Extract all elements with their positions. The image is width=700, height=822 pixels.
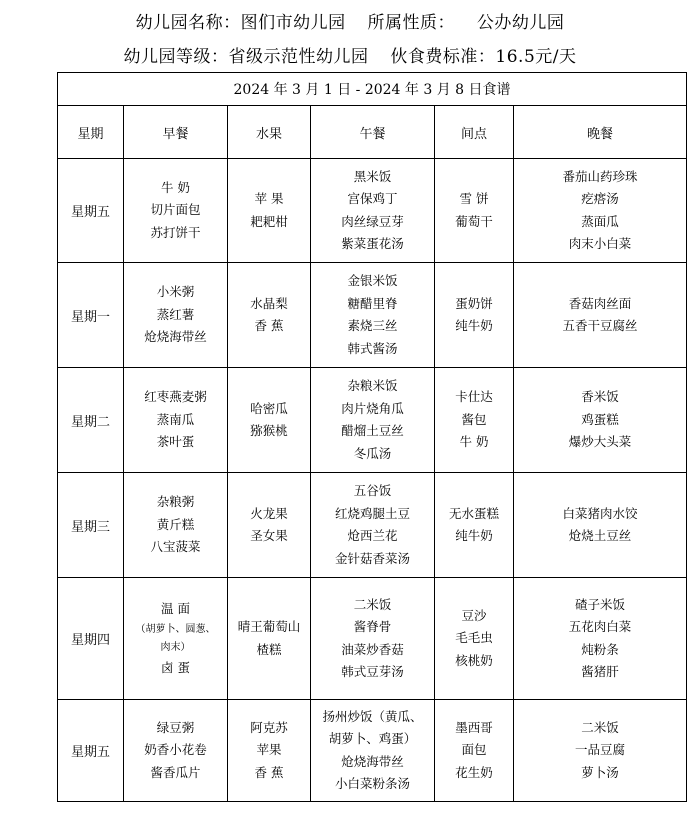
fruit-cell — [228, 263, 311, 368]
dinner-item: 香米饭 — [581, 389, 619, 405]
snack-cell — [435, 700, 514, 802]
breakfast-item: （胡萝卜、圆葱、 — [135, 623, 216, 635]
lunch-cell — [311, 263, 435, 368]
menu-table — [57, 72, 687, 802]
breakfast-cell — [124, 473, 228, 578]
dinner-cell — [514, 473, 687, 578]
menu-row — [58, 578, 687, 700]
lunch-item: 炝西兰花 — [347, 528, 398, 543]
breakfast-item: 八宝菠菜 — [150, 539, 201, 555]
snack-item: 豆沙 — [461, 607, 487, 623]
breakfast-item: 温 面 — [161, 601, 190, 616]
dinner-item: 一品豆腐 — [575, 742, 626, 758]
lunch-item: 杂粮米饭 — [347, 378, 398, 393]
lunch-item: 黑米饭 — [353, 168, 392, 184]
snack-item: 酱包 — [461, 411, 487, 427]
lunch-item: 扬州炒饭（黄瓜、 — [322, 708, 423, 724]
snack-item: 墨西哥 — [455, 719, 493, 735]
snack-cell — [435, 263, 514, 368]
column-header-day: 星期 — [58, 106, 124, 159]
fruit-cell — [228, 578, 311, 700]
nature-label: 所属性质： — [367, 13, 455, 33]
breakfast-item: 茶叶蛋 — [156, 434, 195, 450]
lunch-item: 二米饭 — [353, 596, 392, 612]
dinner-item: 肉末小白菜 — [568, 236, 632, 251]
lunch-item: 冬瓜汤 — [353, 445, 392, 461]
day-cell: 星期三 — [58, 473, 124, 578]
lunch-item: 金银米饭 — [347, 273, 398, 288]
lunch-item: 宫保鸡丁 — [347, 191, 398, 206]
lunch-item: 胡萝卜、鸡蛋） — [328, 731, 417, 746]
dinner-item: 酱猪肝 — [581, 664, 619, 679]
snack-item: 牛 奶 — [459, 434, 489, 450]
lunch-item: 紫菜蛋花汤 — [341, 236, 404, 251]
kindergarten-name: 幼儿园名称：图们市幼儿园 — [135, 13, 346, 33]
dinner-item: 爆炒大头菜 — [568, 434, 632, 450]
breakfast-item: 牛 奶 — [161, 179, 190, 195]
dinner-item: 疙瘩汤 — [581, 191, 619, 206]
fruit-item: 楂糕 — [256, 641, 282, 657]
dinner-item: 五香干豆腐丝 — [562, 318, 638, 333]
dinner-item: 五花肉白菜 — [568, 619, 632, 634]
dinner-item: 二米饭 — [581, 719, 619, 735]
snack-item: 卡仕达 — [455, 389, 493, 405]
lunch-cell — [311, 368, 435, 473]
dinner-item: 蒸面瓜 — [581, 213, 619, 229]
breakfast-cell — [124, 578, 228, 700]
fruit-cell — [228, 473, 311, 578]
breakfast-item: 奶香小花卷 — [144, 742, 207, 758]
menu-row — [58, 263, 687, 368]
fruit-item: 香 蕉 — [254, 318, 284, 333]
breakfast-item: 卤 蛋 — [161, 659, 190, 675]
dinner-cell — [514, 263, 687, 368]
dinner-item: 番茄山药珍珠 — [562, 168, 638, 184]
snack-item: 雪 饼 — [459, 191, 489, 206]
day-cell: 星期四 — [58, 578, 124, 700]
dinner-item: 碴子米饭 — [575, 596, 626, 612]
breakfast-item: 小米粥 — [156, 284, 195, 300]
dinner-cell — [514, 578, 687, 700]
lunch-cell — [311, 159, 435, 263]
lunch-cell — [311, 578, 435, 700]
snack-item: 纯牛奶 — [455, 318, 493, 333]
dinner-item: 鸡蛋糕 — [581, 411, 619, 427]
fruit-item: 香 蕉 — [254, 764, 284, 780]
fruit-item: 火龙果 — [250, 505, 288, 521]
lunch-item: 韩式豆芽汤 — [341, 664, 404, 679]
dinner-item: 炝烧土豆丝 — [568, 528, 632, 543]
column-header-fruit: 水果 — [228, 106, 311, 159]
lunch-item: 韩式酱汤 — [347, 340, 398, 356]
lunch-cell — [311, 473, 435, 578]
day-cell: 星期五 — [58, 159, 124, 263]
kindergarten-grade: 幼儿园等级：省级示范性幼儿园 — [123, 47, 369, 67]
menu-row — [58, 368, 687, 473]
snack-item: 核桃奶 — [455, 652, 493, 668]
fruit-cell — [228, 700, 311, 802]
fruit-item: 苹 果 — [254, 191, 284, 206]
header-line-2 — [0, 42, 700, 67]
dinner-cell — [514, 700, 687, 802]
nature-value: 公办幼儿园 — [476, 13, 565, 33]
snack-item: 蛋奶饼 — [455, 295, 493, 311]
breakfast-item: 蒸南瓜 — [156, 411, 195, 427]
dinner-cell — [514, 159, 687, 263]
fruit-item: 猕猴桃 — [250, 423, 288, 438]
menu-row — [58, 700, 687, 802]
dinner-item: 白菜猪肉水饺 — [562, 505, 638, 521]
dinner-cell — [514, 368, 687, 473]
fruit-item: 苹果 — [256, 742, 282, 758]
breakfast-item: 苏打饼干 — [150, 224, 201, 240]
column-header-dinner: 晚餐 — [514, 106, 687, 159]
breakfast-item: 切片面包 — [150, 202, 201, 218]
fruit-cell — [228, 368, 311, 473]
lunch-item: 酱脊骨 — [353, 619, 392, 634]
menu-title: 2024 年 3 月 1 日 - 2024 年 3 月 8 日食谱 — [58, 73, 687, 106]
snack-item: 纯牛奶 — [455, 528, 493, 543]
lunch-item: 素烧三丝 — [347, 318, 398, 333]
snack-item: 无水蛋糕 — [448, 505, 499, 521]
breakfast-item: 绿豆粥 — [156, 719, 195, 735]
lunch-item: 五谷饭 — [353, 483, 392, 498]
lunch-cell — [311, 700, 435, 802]
breakfast-item: 杂粮粥 — [156, 494, 195, 510]
snack-item: 毛毛虫 — [455, 630, 493, 646]
header-line-1 — [0, 8, 700, 33]
fruit-item: 圣女果 — [250, 528, 288, 543]
dinner-item: 萝卜汤 — [581, 764, 619, 780]
snack-item: 花生奶 — [455, 764, 493, 780]
fruit-item: 哈密瓜 — [250, 400, 288, 416]
breakfast-cell — [124, 263, 228, 368]
meal-fee: 伙食费标准：16.5元/天 — [390, 47, 577, 67]
column-header-lunch: 午餐 — [311, 106, 435, 159]
dinner-item: 香菇肉丝面 — [568, 295, 632, 311]
day-cell: 星期二 — [58, 368, 124, 473]
fruit-cell — [228, 159, 311, 263]
breakfast-cell — [124, 159, 228, 263]
column-header-breakfast: 早餐 — [124, 106, 228, 159]
snack-cell — [435, 578, 514, 700]
snack-item: 面包 — [461, 742, 487, 758]
breakfast-item: 酱香瓜片 — [150, 764, 201, 780]
day-cell: 星期五 — [58, 700, 124, 802]
fruit-item: 阿克苏 — [250, 719, 288, 735]
fruit-item: 晴王葡萄山 — [237, 619, 301, 634]
menu-row — [58, 473, 687, 578]
lunch-item: 醋熘土豆丝 — [341, 423, 404, 438]
menu-row — [58, 159, 687, 263]
breakfast-item: 红枣燕麦粥 — [144, 389, 207, 405]
lunch-item: 炝烧海带丝 — [341, 753, 404, 769]
breakfast-item: 黄斤糕 — [156, 516, 195, 532]
breakfast-item: 蒸红薯 — [156, 306, 195, 322]
breakfast-item: 肉末） — [160, 641, 191, 653]
breakfast-cell — [124, 700, 228, 802]
lunch-item: 糖醋里脊 — [347, 295, 398, 311]
snack-cell — [435, 368, 514, 473]
lunch-item: 小白菜粉条汤 — [334, 776, 410, 791]
column-header-row — [58, 106, 687, 159]
snack-cell — [435, 473, 514, 578]
snack-cell — [435, 159, 514, 263]
breakfast-cell — [124, 368, 228, 473]
fruit-item: 耙耙柑 — [250, 213, 288, 229]
lunch-item: 油菜炒香菇 — [341, 641, 404, 657]
lunch-item: 肉片烧角瓜 — [341, 400, 404, 416]
day-cell: 星期一 — [58, 263, 124, 368]
lunch-item: 金针菇香菜汤 — [334, 550, 410, 566]
column-header-snack: 间点 — [435, 106, 514, 159]
breakfast-item: 炝烧海带丝 — [144, 329, 207, 345]
snack-item: 葡萄干 — [455, 213, 493, 229]
lunch-item: 肉丝绿豆芽 — [341, 213, 404, 229]
lunch-item: 红烧鸡腿土豆 — [334, 505, 410, 521]
fruit-item: 水晶梨 — [250, 295, 288, 311]
dinner-item: 炖粉条 — [581, 641, 619, 657]
